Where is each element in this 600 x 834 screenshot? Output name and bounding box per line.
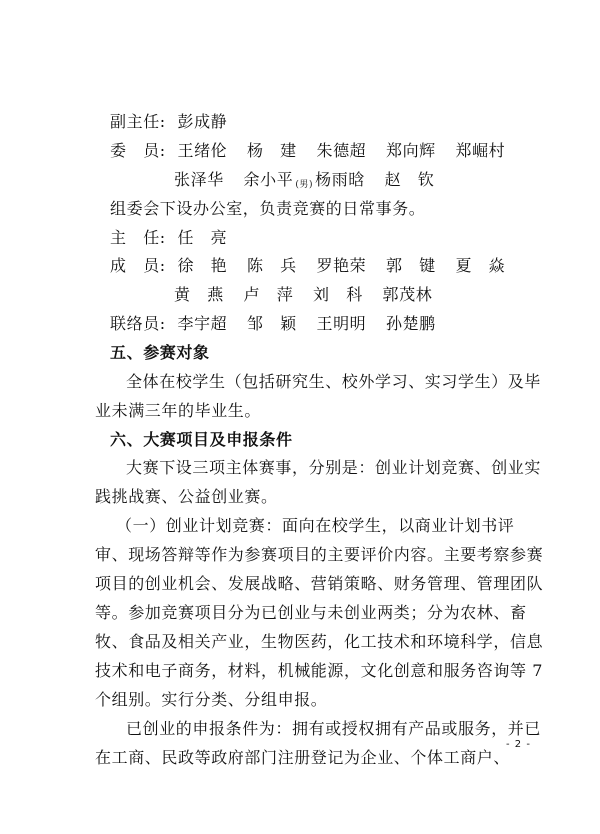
page-number: - 2 - xyxy=(506,739,531,750)
director-line xyxy=(110,228,227,248)
person-name: 夏 焱 xyxy=(455,256,506,275)
person-name: 黄 燕 xyxy=(174,285,224,304)
deputy-director-name xyxy=(177,112,227,132)
paragraph-line: 已创业的申报条件为：拥有或授权拥有产品或服务，并已 xyxy=(126,719,542,738)
section-heading-projects: 六、大赛项目及申报条件 xyxy=(110,430,293,449)
contact-names xyxy=(177,314,435,334)
members-line-1 xyxy=(110,141,505,161)
staff-names-row2 xyxy=(174,285,432,305)
person-name: 郑崛村 xyxy=(455,141,506,160)
deputy-director-line xyxy=(110,112,227,132)
person-name: 徐 艳 xyxy=(177,256,228,275)
person-name: 赵 钦 xyxy=(384,170,435,189)
person-name: 郑向辉 xyxy=(385,141,436,160)
staff-line-2 xyxy=(174,285,432,305)
person-name: 任 亮 xyxy=(177,228,228,247)
person-name: 杨 建 xyxy=(246,141,297,160)
person-name: 卢 萍 xyxy=(243,285,294,304)
members-line-2 xyxy=(174,170,434,190)
members-names-row1 xyxy=(177,141,505,161)
contact-line xyxy=(110,314,436,334)
person-name: 李宇超 xyxy=(177,314,228,333)
person-name: 陈 兵 xyxy=(246,256,297,275)
paragraph-line: 技术和电子商务，材料，机械能源，文化创意和服务咨询等 7 xyxy=(95,661,544,680)
deputy-director-label: 副主任: xyxy=(110,112,166,131)
person-name: 罗艳荣 xyxy=(316,256,367,275)
person-name: 刘 科 xyxy=(313,285,363,304)
paragraph-line: 审、现场答辩等作为参赛项目的主要评价内容。主要考察参赛 xyxy=(95,545,544,564)
paragraph-line: 大赛下设三项主体赛事，分别是：创业计划竞赛、创业实 xyxy=(126,458,542,477)
members-names-row2 xyxy=(174,170,434,190)
person-name: 彭成静 xyxy=(177,112,228,131)
paragraph-line: 在工商、民政等政府部门注册登记为企业、个体工商户、 xyxy=(95,748,511,767)
person-name: 郭茂林 xyxy=(382,285,433,304)
director-label: 主 任: xyxy=(110,228,166,247)
paragraph-line: 项目的创业机会、发展战略、营销策略、财务管理、管理团队 xyxy=(95,574,544,593)
office-line: 组委会下设办公室，负责竞赛的日常事务。 xyxy=(110,199,426,218)
person-name: 邹 颖 xyxy=(246,314,297,333)
paragraph-line: 牧、食品及相关产业，生物医药，化工技术和环境科学，信息 xyxy=(95,632,544,651)
person-name: 孙楚鹏 xyxy=(385,314,436,333)
paragraph-line: 践挑战赛、公益创业赛。 xyxy=(95,487,278,506)
paragraph-line: 个组别。实行分类、分组申报。 xyxy=(95,690,328,709)
members-label: 委 员: xyxy=(110,141,166,160)
paragraph-line: 全体在校学生（包括研究生、校外学习、实习学生）及毕 xyxy=(126,372,542,391)
person-name: 王明明 xyxy=(316,314,367,333)
staff-names-row1 xyxy=(177,256,505,276)
person-name: 王绪伦 xyxy=(177,141,228,160)
person-name: 朱德超 xyxy=(316,141,367,160)
person-name: 张泽华 xyxy=(174,170,224,189)
person-name: 郭 键 xyxy=(385,256,436,275)
contact-label: 联络员: xyxy=(110,314,166,333)
paragraph-line: 等。参加竞赛项目分为已创业与未创业两类；分为农林、畜 xyxy=(95,603,527,622)
person-name: 余小平 xyxy=(243,170,294,189)
staff-label: 成 员: xyxy=(110,256,166,275)
paragraph-line: （一）创业计划竞赛：面向在校学生，以商业计划书评 xyxy=(116,516,515,535)
director-name xyxy=(177,228,227,248)
paragraph-line: 业未满三年的毕业生。 xyxy=(95,401,262,420)
staff-line-1 xyxy=(110,256,505,276)
gender-note: (男) xyxy=(295,180,314,190)
section-heading-participants: 五、参赛对象 xyxy=(110,343,210,362)
person-name: 杨雨晗 xyxy=(315,170,365,189)
